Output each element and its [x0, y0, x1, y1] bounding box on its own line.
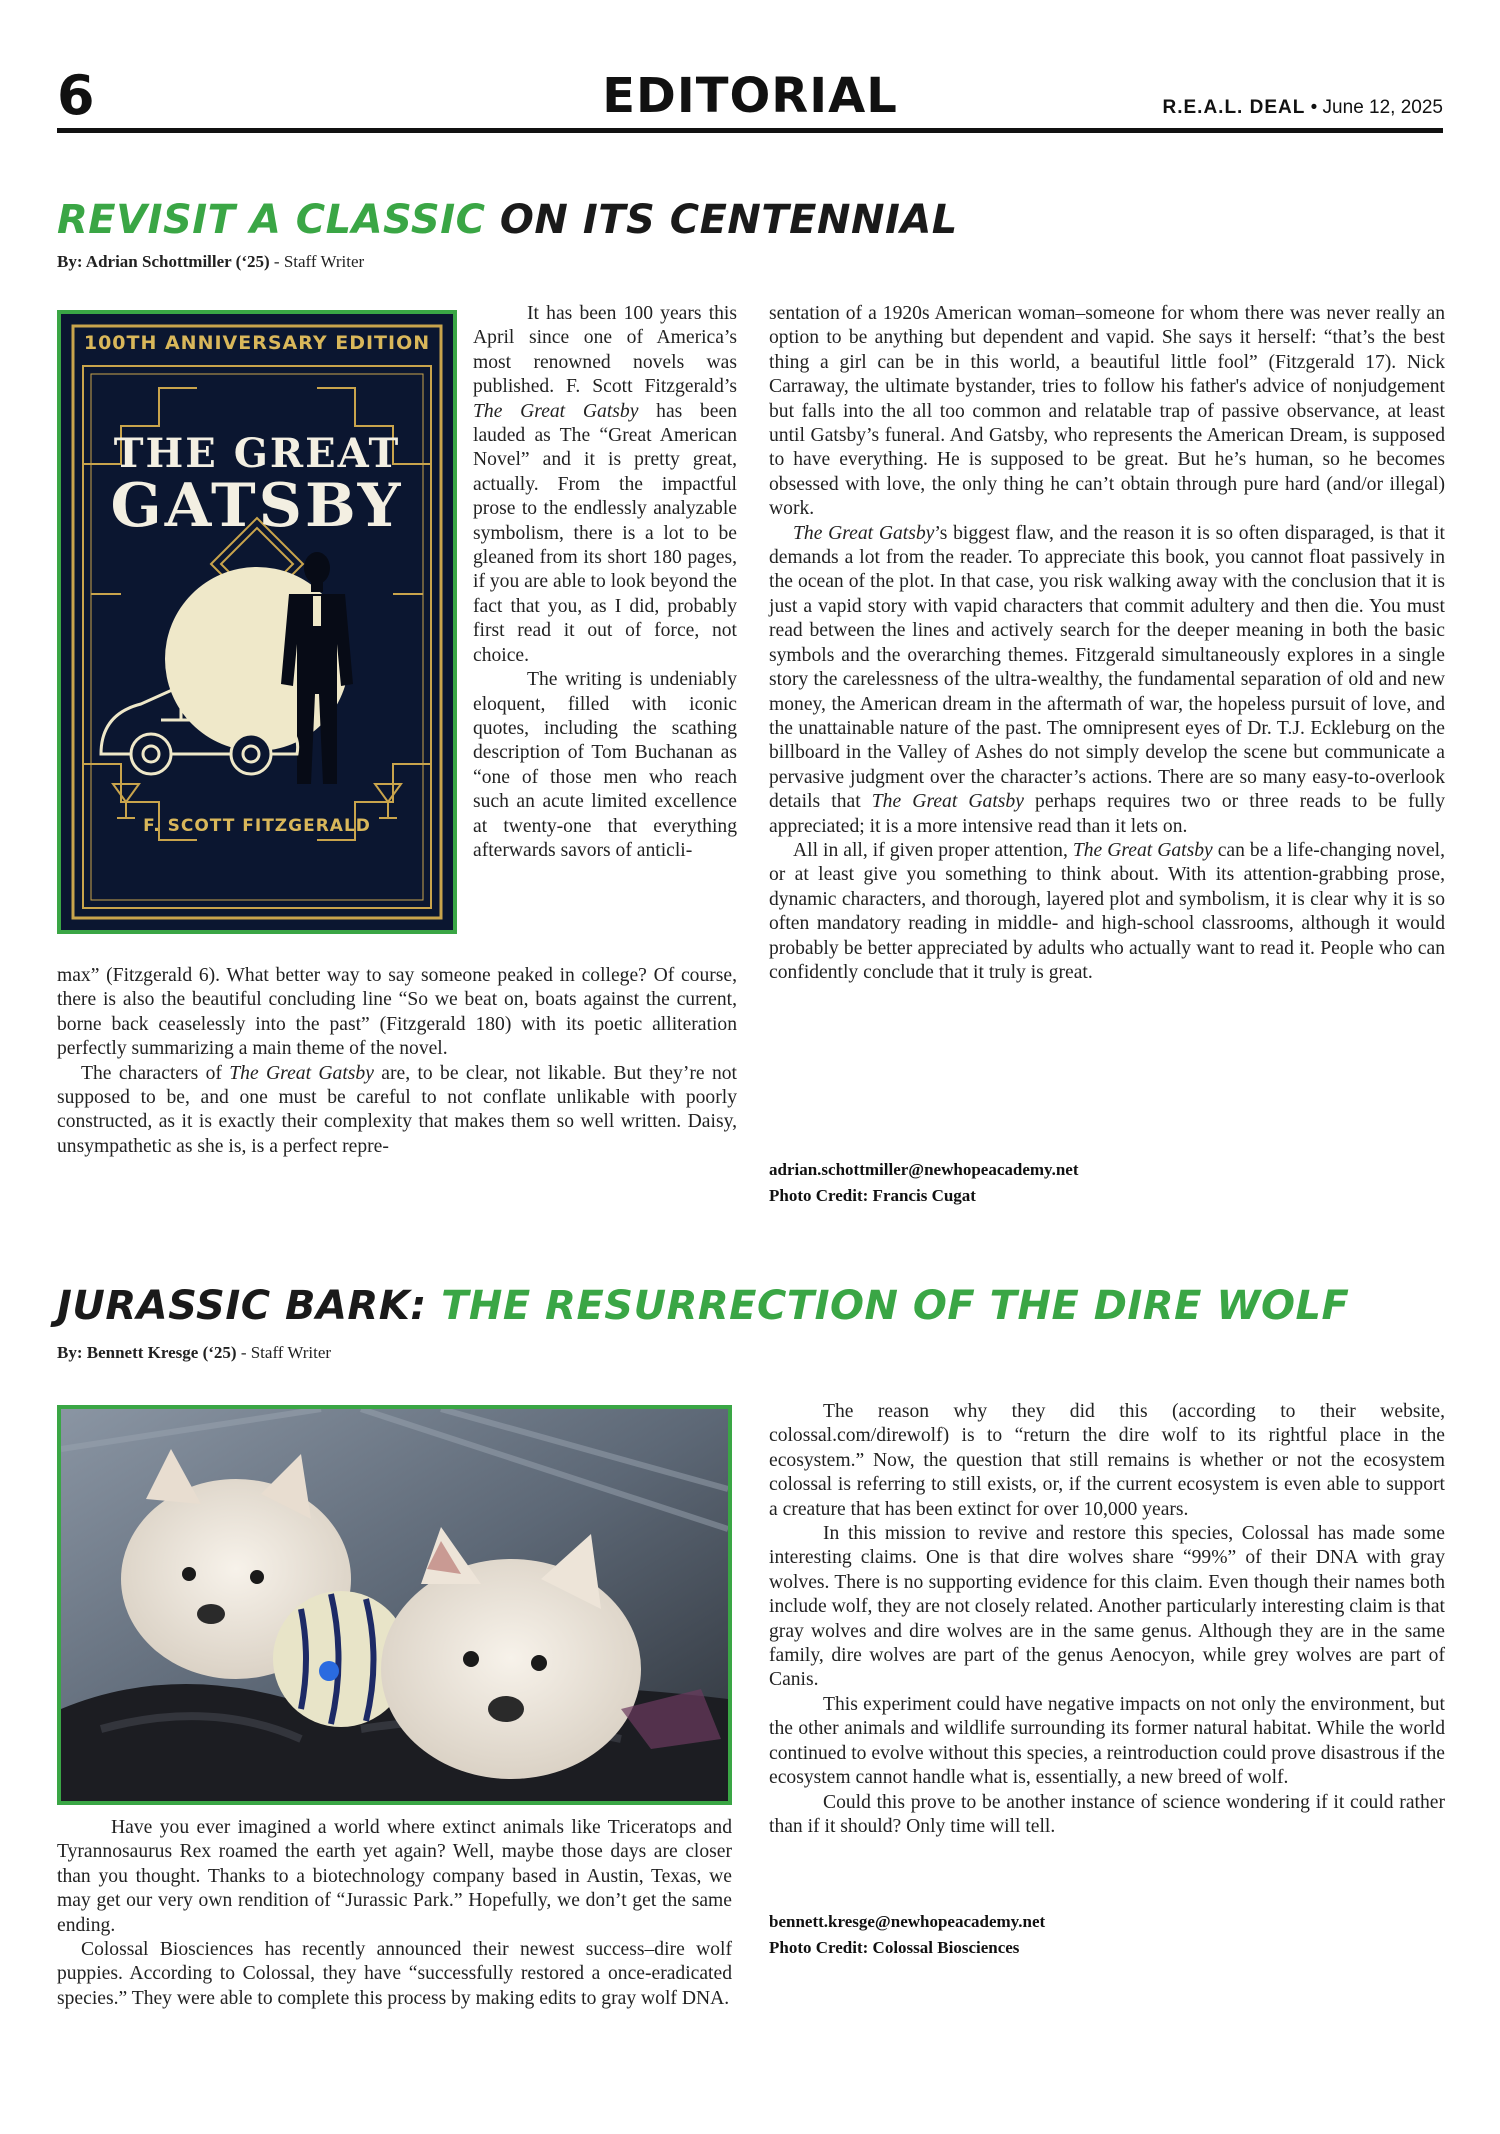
article2-column2: The reason why they did this (according to their website, colossal.com/direwolf) is to “return the dire wolf to its rightful place in the ecosystem.” Now, the question that still remains is whether or not the ecosystem colossal is referring to still exists, or, if the current ecosystem is even able to support a creature that has been extinct for over 10,000 years. In this mission to revive and restore this species, Colossal has made some interesting claims. One is that dire wolves share “99%” of their DNA with gray wolves. There is no supporting evidence for this claim. Even though their names both include wolf, they are not closely related. Another particularly interesting claim is that gray wolves and dire wolves are in the same genus. Although they are in the same family, dire wolves are part of the genus Aenocyon, while grey wolves are part of Canis. This experiment could have negative impacts on not only the environment, but the other animals and wildlife surrounding its former natural habitat. While the world continued to evolve without this species, a reintroduction could prove disastrous if the ecosystem cannot handle what is, essentially, a new breed of wolf. Could this prove to be another instance of science wondering if it could rather than if it should? Only time will tell. — [769, 1401, 1445, 1837]
article1-role: - Staff Writer — [269, 252, 365, 271]
cover-edition-text: 100TH ANNIVERSARY EDITION — [83, 332, 431, 354]
article2-headline-dark: JURASSIC BARK: — [57, 1283, 427, 1329]
article2-author: By: Bennett Kresge (‘25) — [57, 1343, 237, 1362]
article2-headline — [57, 1282, 1349, 1330]
article1-email: adrian.schottmiller@newhopeacademy.net — [769, 1160, 1079, 1179]
cover-author: F. SCOTT FITZGERALD — [143, 816, 371, 836]
issue-date: • June 12, 2025 — [1310, 97, 1443, 118]
article2-photo-credit: Photo Credit: Colossal Biosciences — [769, 1938, 1020, 1957]
article1-photo-credit: Photo Credit: Francis Cugat — [769, 1186, 976, 1205]
book-cover-image — [57, 310, 457, 934]
article1-headline-green: REVISIT A CLASSIC — [57, 197, 486, 243]
header-rule — [57, 128, 1443, 133]
article1-column2: sentation of a 1920s American woman–someone for whom there was never really an option to be anything but dependent and vapid. She says it herself: “that’s the best thing a girl can be in this world, a beautiful little fool” (Fitzgerald 17). Nick Carraway, the ultimate bystander, tries to follow his father's advice of nonjudgement but falls into the all too common and relatable trap of passive observance, at least until Gatsby’s funeral. And Gatsby, who represents the American Dream, is supposed to have everything. He is supposed to be great. But he’s human, so he becomes obsessed with love, the only thing he can’t obtain through pure hard (and/or illegal) work. The Great Gatsby’s biggest flaw, and the reason it is so often disparaged, is that it demands a lot from the reader. To appreciate this book, you cannot float passively in the ocean of the plot. In that case, you risk walking away with the conclusion that it is just a vapid story with vapid characters that commit adultery and then die. You must read between the lines and actively search for the deeper meaning in both the basic symbols and the overarching themes. Fitzgerald simultaneously explores in a single story the carelessness of the ultra-wealthy, the fundamental separation of old and new money, the American dream in the aftermath of war, the hopeless pursuit of love, and the unattainable nature of the past. The omnipresent eyes of Dr. T.J. Eckleburg on the billboard in the Valley of Ashes do not simply develop the scene but communicate a pervasive judgment over the character’s actions. There are so many easy-to-overlook details that The Great Gatsby perhaps requires two or three reads to be fully appreciated; it is a more intensive read than it lets on. All in all, if given proper attention, The Great Gatsby can be a life-changing novel, or at least give you something to think about. With its attention-grabbing prose, dynamic characters, and thorough, layered plot and symbolism, it is clear why it is so often mandatory reading in middle- and high-school classrooms, although it would probably be better appreciated by adults who actually want to read it. People who can confidently conclude that it truly is great. — [769, 303, 1446, 983]
publication-name: R.E.A.L. DEAL — [1162, 97, 1306, 118]
page-number: 6 — [57, 64, 95, 127]
article2-headline-green: THE RESURRECTION OF THE DIRE WOLF — [426, 1283, 1350, 1329]
section-title: EDITORIAL — [602, 68, 898, 124]
cover-title-line2: GATSBY — [110, 471, 404, 541]
article2-byline — [57, 1342, 331, 1364]
article1-column1-bottom: max” (Fitzgerald 6). What better way to say someone peaked in college? Of course, there is also the beautiful concluding line “So we beat on, boats against the current, borne back ceaselessly into the past” (Fitzgerald 180) with its poetic alliteration perfectly summarizing a main theme of the novel. The characters of The Great Gatsby are, to be clear, not likable. But they’re not supposed to be, and one must be careful to not conflate unlikable with poorly constructed, as it is exactly their complexity that makes them so well written. Daisy, unsympathetic as she is, is a perfect repre- — [57, 965, 737, 1157]
article1-author: By: Adrian Schottmiller (‘25) — [57, 252, 270, 271]
article2-column1: Have you ever imagined a world where extinct animals like Triceratops and Tyrannosaurus Rex roamed the earth yet again? Well, maybe those days are closer than you thought. Thanks to a biotechnology company based in Austin, Texas, we may get our very own rendition of “Jurassic Park.” Hopefully, we don’t get the same ending. Colossal Biosciences has recently announced their newest success–dire wolf puppies. According to Colossal, they have “successfully restored a once-eradicated species.” They were able to complete this process by making edits to gray wolf DNA. — [57, 1817, 732, 2009]
dire-wolf-puppies-photo — [57, 1405, 732, 1805]
article2-email: bennett.kresge@newhopeacademy.net — [769, 1912, 1046, 1931]
article1-headline-dark: ON ITS CENTENNIAL — [485, 197, 958, 243]
article1-byline — [57, 251, 364, 273]
issue-info — [1163, 96, 1444, 120]
cover-title-line1: THE GREAT — [113, 430, 401, 477]
article2-role: - Staff Writer — [236, 1343, 332, 1362]
article1-column1-top: It has been 100 years this April since one of America’s most renowned novels was published. F. Scott Fitzgerald’s The Great Gatsby has been lauded as The “Great American Novel” and it is pretty great, actually. From the impactful prose to the endlessly analyzable symbolism, there is a lot to be gleaned from its short 180 pages, if you are able to look beyond the fact that you, as I did, probably first read it out of force, not choice. The writing is undeniably eloquent, filled with iconic quotes, including the scathing description of Tom Buchanan as “one of those men who reach such an acute limited excellence at twenty-one that everything afterwards savors of anticli- — [473, 303, 737, 861]
article1-headline — [57, 196, 958, 244]
